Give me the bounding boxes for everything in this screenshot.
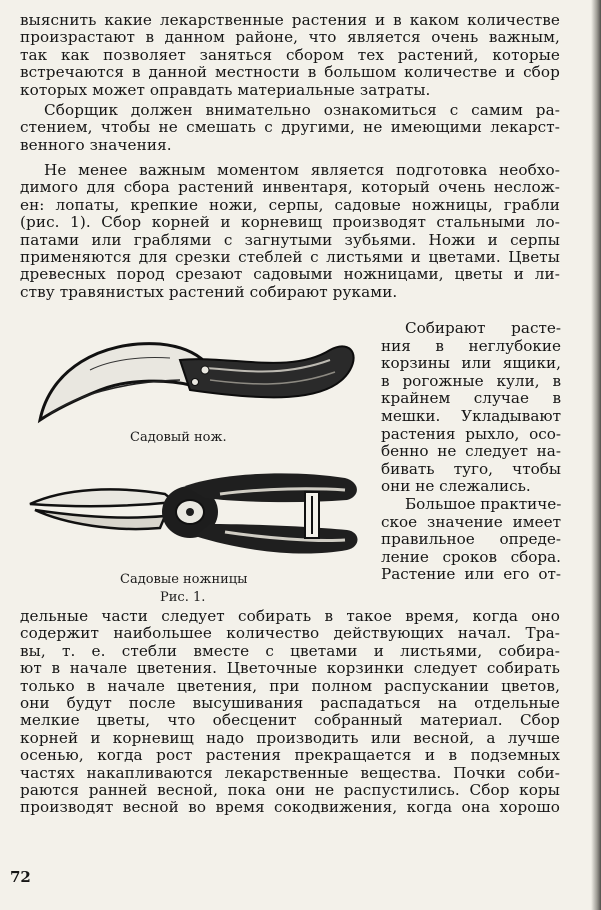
text-line: мелкие цветы, что обесценит собранный материал. Сбор: [20, 711, 560, 730]
text-line: они не слежались.: [381, 477, 531, 496]
text-line: применяются для срезки стеблей с листьями и цветами. Цветы: [20, 248, 560, 267]
text-line: крайнем случае в: [381, 389, 561, 408]
text-line: корзины или ящики,: [381, 354, 561, 373]
text-line: производят весной во время сокодвижения, когда она хорошо: [20, 798, 560, 817]
page-edge-shadow: [591, 0, 601, 910]
text-line: которых может оправдать материальные затраты.: [20, 80, 431, 99]
text-line: дельные части следует собирать в такое время, когда оно: [20, 607, 560, 625]
paragraph-4: [20, 608, 560, 817]
text-line: мешки. Укладывают: [381, 406, 561, 425]
text-line: бивать туго, чтобы: [381, 459, 561, 478]
text-line: Большое практиче-: [405, 494, 562, 513]
text-line: правильное опреде-: [381, 530, 561, 549]
text-line: выяснить какие лекарственные растения и в каком количестве: [20, 11, 560, 29]
text-line: вы, т. е. стебли вместе с цветами и листьями, собира-: [20, 641, 560, 660]
text-line: растения рыхло, осо-: [381, 424, 561, 443]
text-line: (рис. 1). Сбор корней и корневищ производят стальными ло-: [20, 213, 560, 232]
text-line: осенью, когда рост растения прекращается и в подземных: [20, 746, 560, 765]
text-line: ния в неглубокие: [381, 336, 561, 355]
text-line: патами или граблями с загнутыми зубьями. Ножи и серпы: [20, 230, 560, 249]
text-line: раются ранней весной, пока они не распустились. Сбор коры: [20, 781, 560, 800]
text-line: Сборщик должен внимательно ознакомиться с самим ра-: [44, 101, 560, 119]
text-line: ству травянистых растений собирают руками.: [20, 282, 398, 301]
text-line: ен: лопаты, крепкие ножи, серпы, садовые ножницы, грабли: [20, 195, 560, 214]
text-line: только в начале цветения, при полном распускании цветов,: [20, 676, 560, 695]
text-line: бенно не следует на-: [381, 442, 561, 461]
garden-knife-illustration: [30, 330, 360, 430]
paragraph-2: [20, 102, 560, 154]
paragraph-1: [20, 12, 560, 99]
text-line: Растение или его от-: [381, 565, 561, 584]
paragraph-3: [20, 162, 560, 301]
shears-caption: Садовые ножницы: [120, 572, 248, 587]
garden-shears-illustration: [25, 462, 365, 572]
text-line: корней и корневищ надо производить или весной, а лучше: [20, 728, 560, 747]
page-number: 72: [10, 868, 31, 886]
text-line: ское значение имеет: [381, 512, 561, 531]
text-line: ление сроков сбора.: [381, 547, 561, 566]
knife-caption: Садовый нож.: [130, 430, 227, 445]
text-line: стением, чтобы не смешать с другими, не имеющими лекарст-: [20, 118, 560, 137]
text-line: ют в начале цветения. Цветочные корзинки следует собирать: [20, 659, 560, 678]
text-line: димого для сбора растений инвентаря, который очень неслож-: [20, 178, 560, 197]
text-line: произрастают в данном районе, что является очень важным,: [20, 28, 560, 47]
text-line: содержит наибольшее количество действующих начал. Тра-: [20, 624, 560, 643]
text-line: так как позволяет заняться сбором тех растений, которые: [20, 45, 560, 64]
text-line: Не менее важным моментом является подготовка необхо-: [44, 161, 560, 179]
text-line: венного значения.: [20, 135, 172, 154]
text-line: древесных пород срезают садовыми ножницами, цветы и ли-: [20, 265, 560, 284]
text-line: в рогожные кули, в: [381, 371, 561, 390]
text-line: Собирают расте-: [405, 319, 561, 337]
right-column-text: [381, 320, 561, 584]
text-line: они будут после высушивания распадаться на отдельные: [20, 694, 560, 713]
text-line: частях накапливаются лекарственные вещества. Почки соби-: [20, 763, 560, 782]
figure-label: Рис. 1.: [160, 590, 206, 605]
text-line: встречаются в данной местности в большом количестве и сбор: [20, 63, 560, 82]
